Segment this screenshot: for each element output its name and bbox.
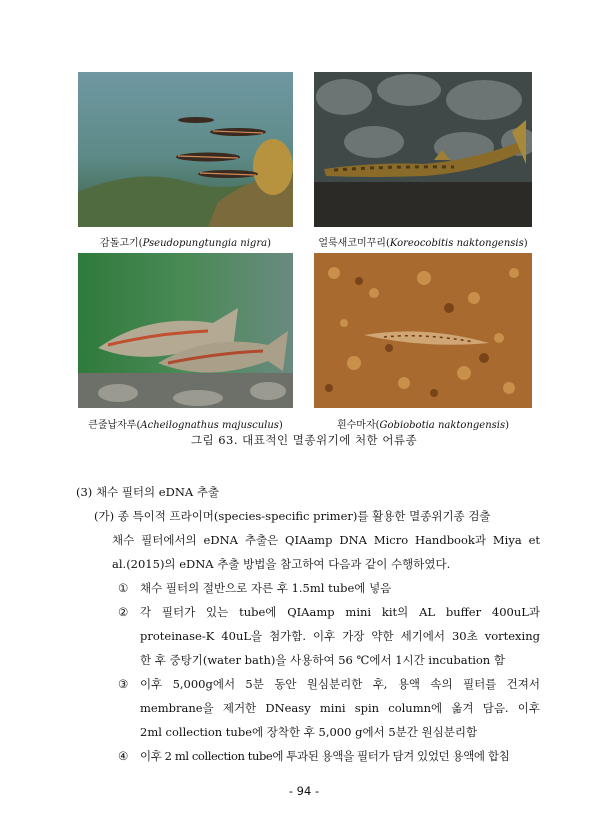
caption-gobiobotia-naktongensis: 흰수마자(Gobiobotia naktongensis)	[336, 420, 510, 431]
caption-koreocobitis-naktongensis: 얼룩새코미꾸리(Koreocobitis naktongensis)	[318, 238, 528, 249]
caption-acheilognathus-majusculus: 큰줄납자루(Acheilognathus majusculus)	[88, 420, 283, 431]
step-1-marker: ①	[118, 581, 129, 595]
step-2-line-2: proteinase-K 40uL을 첨가함. 이후 가장 약한 세기에서 30초 vortexing	[140, 629, 540, 643]
section-heading: (3) 채수 필터의 eDNA 추출	[76, 485, 220, 499]
subsection-heading: (가) 종 특이적 프라이머(species-specific primer)를 활용한 멸종위기종 검출	[94, 509, 491, 523]
figure-title: 그림 63. 대표적인 멸종위기에 처한 어류종	[190, 433, 418, 447]
photo-pseudopungtungia-nigra	[78, 72, 293, 227]
step-2-line-3: 한 후 중탕기(water bath)을 사용하여 56 ℃에서 1시간 incubation 함	[140, 653, 505, 667]
step-3-line-3: 2ml collection tube에 장착한 후 5,000 g에서 5분간 원심분리함	[140, 725, 478, 739]
step-4-marker: ④	[118, 749, 129, 763]
step-3-line-1: 이후 5,000g에서 5분 동안 원심분리한 후, 용액 속의 필터를 건져서	[140, 677, 540, 691]
photo-koreocobitis-naktongensis	[314, 72, 532, 227]
photo-gobiobotia-naktongensis	[314, 253, 532, 408]
step-3-line-2: membrane을 제거한 DNeasy mini spin column에 옮겨 담음. 이후	[140, 701, 540, 715]
caption-pseudopungtungia-nigra: 감돌고기(Pseudopungtungia nigra)	[100, 238, 271, 249]
step-4-line-1: 이후 2 ml collection tube에 투과된 용액을 필터가 담겨 있었던 용액에 합침	[140, 749, 510, 763]
step-1-line-1: 채수 필터의 절반으로 자른 후 1.5ml tube에 넣음	[140, 581, 392, 595]
step-2-marker: ②	[118, 605, 129, 619]
intro-line-2: al.(2015)의 eDNA 추출 방법을 참고하여 다음과 같이 수행하였다.	[112, 557, 451, 571]
page-number: - 94 -	[288, 784, 320, 798]
step-2-line-1: 각 필터가 있는 tube에 QIAamp mini kit의 AL buffer 400uL과	[140, 605, 540, 619]
intro-line-1: 채수 필터에서의 eDNA 추출은 QIAamp DNA Micro Handbook과 Miya et	[112, 533, 540, 547]
step-3-marker: ③	[118, 677, 129, 691]
photo-acheilognathus-majusculus	[78, 253, 293, 408]
